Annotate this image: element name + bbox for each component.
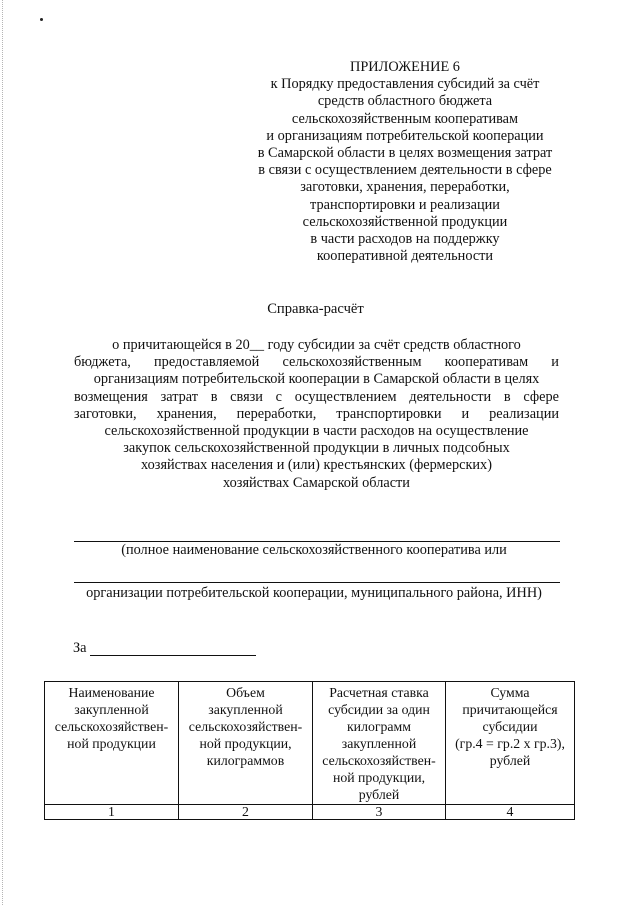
applicant-caption: организации потребительской кооперации, муниципального района, ИНН) (86, 585, 542, 601)
scan-margin-dots (2, 0, 3, 905)
table-header-cell: Объем закупленной сельскохозяйствен- ной продукции, килограммов (179, 682, 313, 805)
subtitle-word: связи (230, 388, 263, 405)
subtitle-word: реализации (489, 405, 559, 422)
document-title: Справка-расчёт (267, 301, 364, 317)
column-number-cell: 3 (313, 805, 446, 820)
appendix-line: к Порядку предоставления субсидий за счёт (270, 76, 540, 93)
appendix-line: в Самарской области в целях возмещения затрат (257, 145, 553, 162)
subtitle-line (74, 389, 559, 406)
appendix-line: в связи с осуществлением деятельности в сфере (258, 162, 552, 179)
subtitle-word: сфере (523, 388, 559, 405)
subtitle-line (74, 354, 559, 371)
subtitle-word: осуществлением (294, 388, 397, 405)
subtitle-word: в (210, 388, 218, 405)
table-header-cell: Наименование закупленной сельскохозяйствен- ной продукции (45, 682, 179, 805)
table-column-number-row (45, 805, 575, 820)
subtitle-word: хранения, (156, 405, 217, 422)
subtitle-word: бюджета, (74, 354, 131, 371)
subtitle-word: деятельности (409, 388, 492, 405)
subtitle-word: заготовки, (74, 405, 137, 422)
table-header-row (45, 682, 575, 805)
appendix-number: ПРИЛОЖЕНИЕ 6 (350, 59, 460, 75)
subtitle-line (74, 406, 559, 423)
subtitle-line: хозяйствах Самарской области (223, 474, 410, 491)
appendix-line: сельскохозяйственной продукции (302, 213, 508, 230)
period-blank-line[interactable] (90, 655, 256, 656)
subtitle-word: затрат (160, 388, 198, 405)
subtitle-line: о причитающейся в 20__ году субсидии за счёт средств областного (112, 337, 521, 353)
period-label: За (73, 640, 87, 656)
calculation-table (44, 681, 575, 820)
subtitle-line: организациям потребительской кооперации в Самарской области в целях (93, 371, 540, 388)
subtitle-word: с (275, 388, 283, 405)
subtitle-word: переработки, (236, 405, 317, 422)
subtitle-line: хозяйствах населения и (или) крестьянских (фермерских) (141, 457, 492, 474)
scan-speck (40, 18, 43, 21)
subtitle-word: сельскохозяйственным (282, 354, 422, 371)
subtitle-word: транспортировки (336, 405, 442, 422)
applicant-details-blank-line[interactable] (74, 582, 560, 583)
subtitle-word: кооперативам (444, 354, 529, 371)
appendix-line: транспортировки и реализации (310, 196, 500, 213)
appendix-header (230, 59, 580, 265)
appendix-line: сельскохозяйственным кооперативам (291, 110, 519, 127)
table-header-cell: Расчетная ставка субсидии за один килограмм закупленной сельскохозяйствен- ной продукции, рублей (313, 682, 446, 805)
appendix-line: в части расходов на поддержку (310, 231, 500, 248)
column-number-cell: 4 (446, 805, 575, 820)
subtitle-word: и (461, 405, 470, 422)
subtitle-word: предоставляемой (154, 354, 260, 371)
applicant-caption: (полное наименование сельскохозяйственного кооператива или (121, 542, 507, 558)
subtitle-word: и (551, 354, 559, 371)
appendix-line: средств областного бюджета (317, 93, 493, 110)
column-number-cell: 1 (45, 805, 179, 820)
column-number-cell: 2 (179, 805, 313, 820)
appendix-line: кооперативной деятельности (316, 248, 494, 265)
subtitle-word: в (503, 388, 511, 405)
appendix-line: заготовки, хранения, переработки, (300, 179, 510, 196)
table-header-cell: Сумма причитающейся субсидии (гр.4 = гр.2 x гр.3), рублей (446, 682, 575, 805)
subtitle-line: сельскохозяйственной продукции в части расходов на осуществление (104, 423, 529, 440)
appendix-line: и организациям потребительской кооперации (266, 127, 544, 144)
subtitle-line: закупок сельскохозяйственной продукции в личных подсобных (123, 440, 510, 457)
subtitle-word: возмещения (74, 388, 148, 405)
document-subtitle (74, 337, 559, 492)
